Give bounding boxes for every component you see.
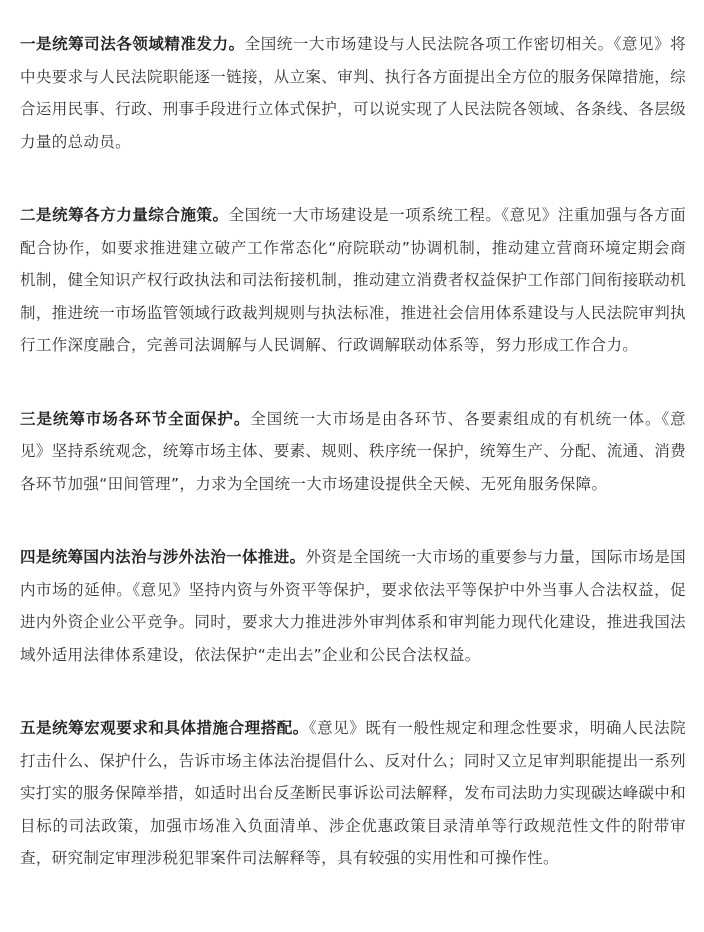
paragraph-3 [20, 403, 686, 501]
paragraph-5-text: 《意见》既有一般性规定和理念性要求，明确人民法院打击什么、保护什么，告诉市场主体法治提倡什么、反对什么；同时又立足审判职能提出一系列实打实的服务保障举措，如适时出台反垄断民事诉讼司法解释，发布司法助力实现碳达峰碳中和目标的司法政策，加强市场准入负面清单、涉企优惠政策目录清单等行政规范性文件的附带审查，研究制定审理涉税犯罪案件司法解释等，具有较强的实用性和可操作性。 [20, 719, 686, 867]
paragraph-2-text: 全国统一大市场建设是一项系统工程。《意见》注重加强与各方面配合协作，如要求推进建立破产工作常态化“府院联动”协调机制，推动建立营商环境定期会商机制，健全知识产权行政执法和司法衔接机制，推动建立消费者权益保护工作部门间衔接联动机制，推进统一市场监管领域行政裁判规则与执法标准，推进社会信用体系建设与人民法院审判执行工作深度融合，完善司法调解与人民调解、行政调解联动体系等，努力形成工作合力。 [20, 206, 686, 354]
paragraph-4-lead: 四是统筹国内法治与涉外法治一体推进。 [20, 548, 306, 566]
paragraph-1-text: 全国统一大市场建设与人民法院各项工作密切相关。《意见》将中央要求与人民法院职能逐一链接，从立案、审判、执行各方面提出全方位的服务保障措施，综合运用民事、行政、刑事手段进行立体式保护，可以说实现了人民法院各领域、各条线、各层级力量的总动员。 [20, 35, 686, 151]
paragraph-3-lead: 三是统筹市场各环节全面保护。 [20, 409, 251, 428]
paragraph-2 [20, 199, 686, 362]
paragraph-1-lead: 一是统筹司法各领域精准发力。 [20, 35, 245, 53]
paragraph-1 [20, 28, 686, 158]
paragraph-4 [20, 541, 686, 671]
paragraph-3-text: 全国统一大市场是由各环节、各要素组成的有机统一体。《意见》坚持系统观念，统筹市场主体、要素、规则、秩序统一保护，统筹生产、分配、流通、消费各环节加强“田间管理”，力求为全国统一大市场建设提供全天候、无死角服务保障。 [20, 409, 686, 493]
paragraph-4-text: 外资是全国统一大市场的重要参与力量，国际市场是国内市场的延伸。《意见》坚持内资与外资平等保护，要求依法平等保护中外当事人合法权益，促进内外资企业公平竞争。同时，要求大力推进涉外审判体系和审判能力现代化建设，推进我国法域外适用法律体系建设，依法保护“走出去”企业和公民合法权益。 [20, 548, 686, 664]
paragraph-2-lead: 二是统筹各方力量综合施策。 [20, 206, 229, 224]
paragraph-5-lead: 五是统筹宏观要求和具体措施合理搭配。 [20, 719, 309, 737]
paragraph-5 [20, 712, 686, 875]
